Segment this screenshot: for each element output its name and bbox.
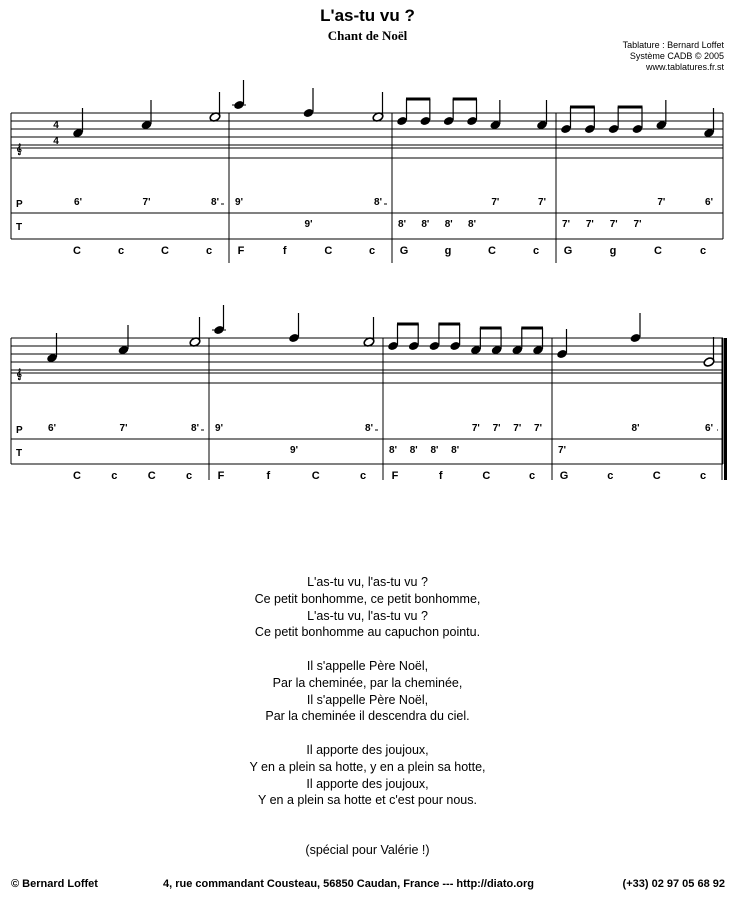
page-subtitle: Chant de Noël <box>327 28 408 43</box>
lyrics-line: L'as-tu vu, l'as-tu vu ? <box>307 575 428 589</box>
bass-chord: C <box>652 470 661 480</box>
bass-chord: c <box>111 470 118 480</box>
bass-chord: c <box>205 245 213 257</box>
bass-chord: C <box>147 470 156 480</box>
push-button-number: 8' <box>191 423 199 434</box>
note-beam <box>480 327 502 330</box>
footer-copyright: © Bernard Loffet <box>11 878 98 890</box>
push-button-number: 7' <box>657 197 666 208</box>
bass-chord: f <box>438 470 443 480</box>
bass-chord: f <box>282 245 287 257</box>
pull-button-number: 7' <box>609 219 618 230</box>
bass-chord: g <box>444 245 452 257</box>
bass-chord: c <box>117 245 125 257</box>
pull-button-number: 7' <box>558 445 566 456</box>
lyrics-line: Il apporte des joujoux, <box>306 776 429 791</box>
row-label-pull: T <box>16 222 23 233</box>
lyrics-line: Y en a plein sa hotte, y en a plein sa hotte, <box>249 759 486 774</box>
lyrics-stanza <box>0 658 735 725</box>
lyrics-stanza <box>0 742 735 809</box>
push-button-number: 6' <box>705 423 713 434</box>
push-button-number: 6' <box>48 423 56 434</box>
bass-chord: c <box>699 470 707 480</box>
time-signature-bottom: 4 <box>53 136 59 147</box>
note-beam <box>397 323 419 326</box>
bass-chord: F <box>391 470 399 480</box>
bass-chord: C <box>73 245 81 257</box>
credit-line: Tablature : Bernard Loffet <box>622 40 724 50</box>
note-beam <box>618 106 643 109</box>
bass-chord: G <box>559 470 569 480</box>
lyrics-line: Il s'appelle Père Noël, <box>306 692 429 707</box>
pull-button-number: 8' <box>398 219 406 230</box>
push-button-number: 9' <box>235 197 243 208</box>
lyrics-line: Ce petit bonhomme, ce petit bonhomme, <box>254 591 481 606</box>
push-button-number: 8' <box>631 423 640 434</box>
time-signature-top: 4 <box>53 120 59 131</box>
pull-button-number: 8' <box>444 219 453 230</box>
push-button-number: 6' <box>705 197 713 208</box>
bass-chord: C <box>488 245 496 257</box>
pull-button-number: 7' <box>562 219 570 230</box>
push-button-number: 7' <box>142 197 151 208</box>
push-button-number: 7' <box>513 423 522 434</box>
push-button-number: 8' <box>374 197 382 208</box>
note-beam <box>453 98 477 101</box>
bass-chord: g <box>609 245 617 257</box>
bass-chord: G <box>399 245 409 257</box>
bass-chord: c <box>607 470 614 480</box>
row-label-push: P <box>16 199 23 210</box>
push-button-number: 7' <box>492 423 501 434</box>
bass-chord: G <box>563 245 573 257</box>
bass-chord: f <box>266 470 271 480</box>
pull-button-number: 7' <box>633 219 642 230</box>
pull-button-number: 8' <box>468 219 476 230</box>
push-button-number: 8' <box>211 197 219 208</box>
pull-button-number: 8' <box>409 445 418 456</box>
row-label-push: P <box>16 425 23 436</box>
bass-chord: C <box>324 245 333 257</box>
push-button-number: 6' <box>74 197 82 208</box>
credit-line: www.tablatures.fr.st <box>645 62 724 72</box>
bass-chord: C <box>311 470 320 480</box>
push-button-number: 7' <box>534 423 542 434</box>
push-button-number: 7' <box>471 423 480 434</box>
push-button-number: 7' <box>538 197 546 208</box>
lyrics-stanza <box>0 574 735 641</box>
bass-chord: c <box>699 245 707 257</box>
bass-chord: c <box>368 245 376 257</box>
pull-button-number: 9' <box>290 445 298 456</box>
push-button-number: 9' <box>215 423 223 434</box>
dedication: (spécial pour Valérie !) <box>305 843 430 857</box>
lyrics-line: Il apporte des joujoux, <box>306 742 429 757</box>
footer-address: 4, rue commandant Cousteau, 56850 Caudan, France --- http://diato.org <box>163 878 535 890</box>
bass-chord: C <box>482 470 491 480</box>
pull-button-number: 8' <box>430 445 439 456</box>
footer-phone: (+33) 02 97 05 68 92 <box>622 878 725 890</box>
pull-button-number: 7' <box>585 219 594 230</box>
bass-chord: c <box>532 245 540 257</box>
note-beam <box>406 98 430 101</box>
bass-chord: F <box>217 470 225 480</box>
final-barline-thick <box>724 338 727 480</box>
pull-button-number: 8' <box>421 219 430 230</box>
lyrics-line: Y en a plein sa hotte et c'est pour nous. <box>258 793 477 808</box>
bass-chord: C <box>73 470 81 480</box>
pull-button-number: 8' <box>451 445 460 456</box>
lyrics-line: Il s'appelle Père Noël, <box>306 658 429 673</box>
page-title: L'as-tu vu ? <box>320 6 415 25</box>
bass-chord: C <box>654 245 662 257</box>
lyrics-line: L'as-tu vu, l'as-tu vu ? <box>307 608 428 623</box>
note-beam <box>570 106 595 109</box>
treble-clef-icon: 𝄞 <box>16 144 22 155</box>
push-button-number: 8' <box>365 423 373 434</box>
lyrics <box>0 574 735 826</box>
bass-chord: c <box>359 470 367 480</box>
row-label-pull: T <box>16 448 23 459</box>
pull-button-number: 9' <box>304 219 313 230</box>
push-button-number: 7' <box>491 197 500 208</box>
lyrics-line: Par la cheminée, par la cheminée, <box>272 675 463 690</box>
note-beam <box>438 323 460 326</box>
bass-chord: c <box>185 470 193 480</box>
credit-line: Système CADB © 2005 <box>629 51 724 61</box>
push-button-number: 7' <box>119 423 128 434</box>
lyrics-line: Ce petit bonhomme au capuchon pointu. <box>254 625 481 640</box>
bass-chord: F <box>237 245 245 257</box>
bass-chord: c <box>528 470 536 480</box>
pull-button-number: 8' <box>389 445 397 456</box>
treble-clef-icon: 𝄞 <box>16 369 22 380</box>
note-beam <box>521 327 543 330</box>
bass-chord: C <box>161 245 169 257</box>
lyrics-line: Par la cheminée il descendra du ciel. <box>265 709 470 724</box>
